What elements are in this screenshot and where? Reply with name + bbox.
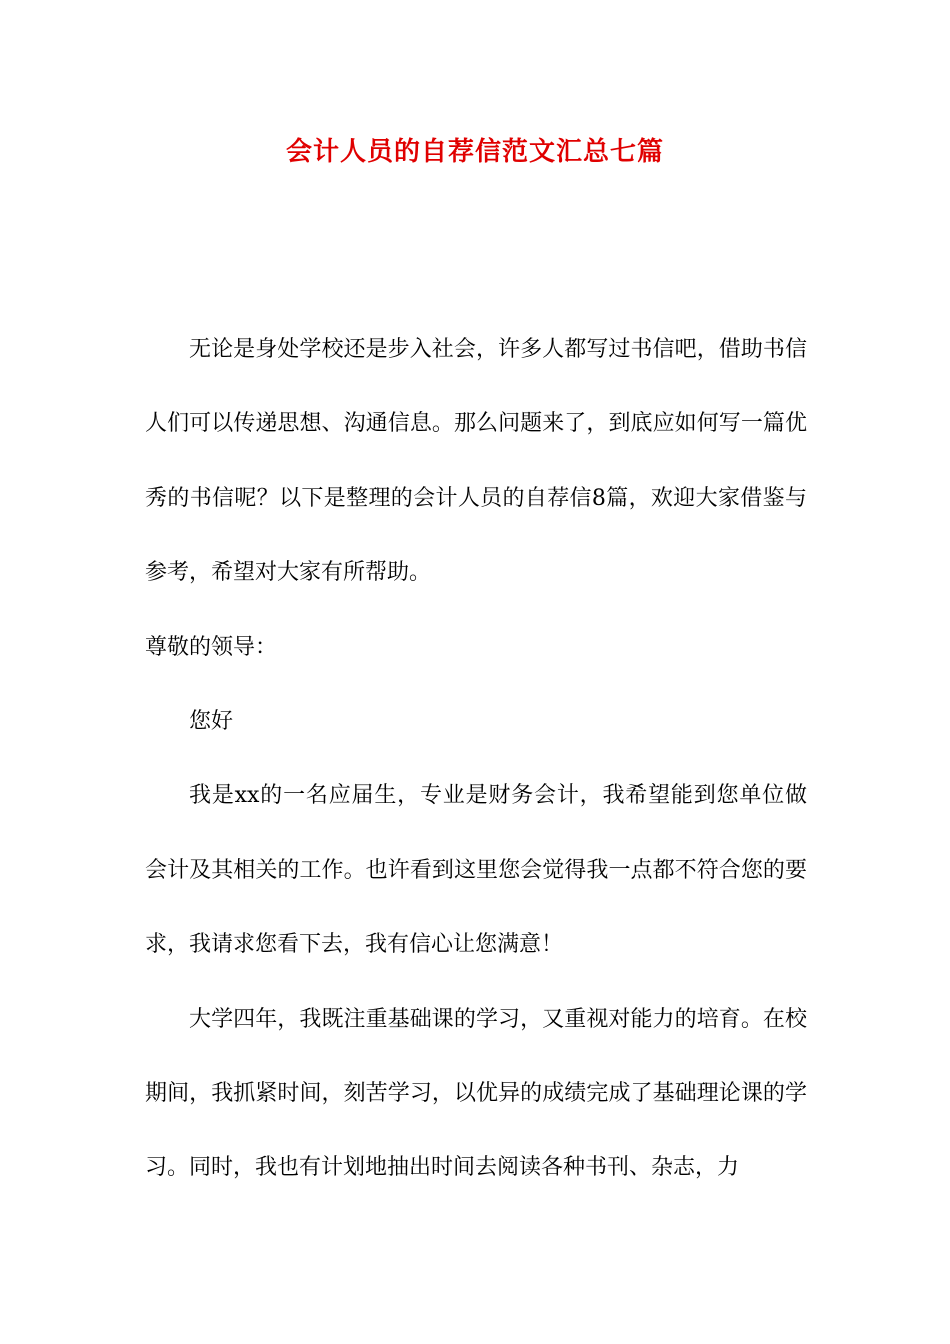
study-paragraph: 大学四年，我既注重基础课的学习，又重视对能力的培育。在校期间，我抓紧时间，刻苦学习，以优异的成绩完成了基础理论课的学习。同时，我也有计划地抽出时间去阅读各种书刊、杂志，力 [145, 1006, 807, 1181]
salutation: 尊敬的领导： [145, 634, 278, 660]
intro-paragraph: 无论是身处学校还是步入社会，许多人都写过书信吧，借助书信人们可以传递思想、沟通信息。那么问题来了，到底应如何写一篇优秀的书信呢？以下是整理的会计人员的自荐信8篇，欢迎大家借鉴与参考，希望对大家有所帮助。 [145, 337, 807, 586]
document-title: 会计人员的自荐信范文汇总七篇 [285, 137, 664, 167]
self-introduction-paragraph: 我是xx的一名应届生，专业是财务会计，我希望能到您单位做会计及其相关的工作。也许看到这里您会觉得我一点都不符合您的要求，我请求您看下去，我有信心让您满意！ [145, 783, 807, 958]
document-body [145, 313, 807, 1206]
greeting: 您好 [189, 709, 234, 735]
